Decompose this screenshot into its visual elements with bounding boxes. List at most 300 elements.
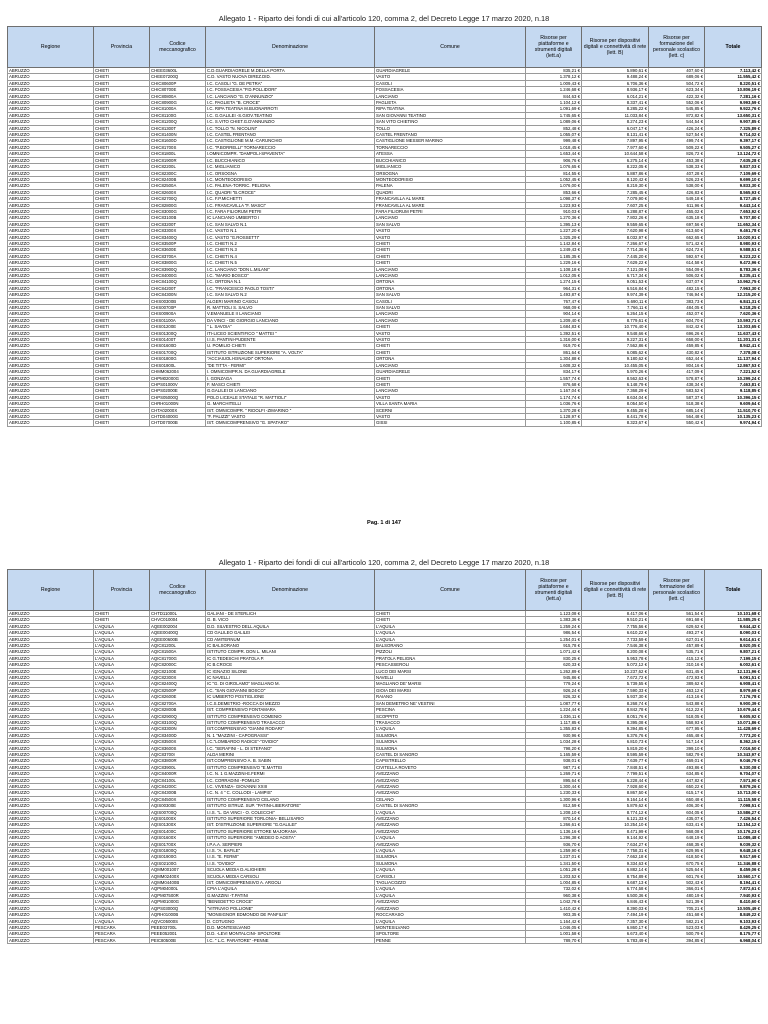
cell-risorse-lett-c: 538,00 € <box>649 183 705 189</box>
cell-regione: ABRUZZO <box>8 912 94 918</box>
cell-risorse-lett-b: 6.846,43 € <box>582 899 649 905</box>
cell-comune: SAN GIOVANNI TEATINO <box>375 112 526 118</box>
cell-risorse-lett-c: 538,33 € <box>649 164 705 170</box>
cell-totale: 7.113,42 € <box>705 68 762 74</box>
cell-codice-meccanografico: AQIC83500X <box>150 739 206 745</box>
cell-regione: ABRUZZO <box>8 848 94 854</box>
cell-denominazione: SCUOLA MEDIA D.ALIGHIERI <box>206 867 375 873</box>
cell-denominazione: ISTITUTO ISTRUZ. SUP. "PATINI-LIBERATORE" <box>206 803 375 809</box>
cell-denominazione: I.C. SAN SALVO N.2 <box>206 292 375 298</box>
cell-risorse-lett-b: 5.783,49 € <box>582 937 649 943</box>
cell-risorse-lett-c: 662,65 € <box>649 234 705 240</box>
cell-codice-meccanografico: AQVC05000S <box>150 918 206 924</box>
cell-totale: 6.968,04 € <box>705 937 762 943</box>
cell-totale: 9.614,61 € <box>705 636 762 642</box>
cell-denominazione: I.C. CORRADINI -POMILIO <box>206 777 375 783</box>
cell-provincia: L'AQUILA <box>94 726 150 732</box>
cell-risorse-lett-b: 6.085,62 € <box>582 349 649 355</box>
cell-risorse-lett-c: 499,74 € <box>649 138 705 144</box>
cell-denominazione: IST.COMPRENSIVO A. B. SABIN <box>206 758 375 764</box>
cell-codice-meccanografico: CHIC82200L <box>150 164 206 170</box>
cell-comune: SAN SALVO <box>375 292 526 298</box>
cell-denominazione: U. POMILIO CHIETI <box>206 343 375 349</box>
cell-regione: ABRUZZO <box>8 649 94 655</box>
cell-codice-meccanografico: CHIC82300C <box>150 170 206 176</box>
cell-comune: AVEZZANO <box>375 777 526 783</box>
cell-provincia: CHIETI <box>94 381 150 387</box>
cell-risorse-lett-a: 1.051,28 € <box>526 867 582 873</box>
column-header-provincia: Provincia <box>94 27 150 68</box>
cell-provincia: L'AQUILA <box>94 700 150 706</box>
cell-risorse-lett-a: 945,86 € <box>526 675 582 681</box>
cell-denominazione: I. GONZAGA <box>206 375 375 381</box>
cell-denominazione: IST. COMPRENSIVO FONTAMARA <box>206 707 375 713</box>
cell-regione: ABRUZZO <box>8 630 94 636</box>
cell-totale: 8.175,77 € <box>705 931 762 937</box>
column-header-totale: Totale <box>705 570 762 611</box>
cell-codice-meccanografico: CHTD11000L <box>150 611 206 617</box>
cell-codice-meccanografico: CHIC83000G <box>150 208 206 214</box>
cell-totale: 9.505,27 € <box>705 144 762 150</box>
cell-risorse-lett-a: 938,01 € <box>526 758 582 764</box>
cell-codice-meccanografico: CHIS00900A <box>150 311 206 317</box>
cell-provincia: L'AQUILA <box>94 854 150 860</box>
cell-regione: ABRUZZO <box>8 758 94 764</box>
cell-risorse-lett-a: 1.262,89 € <box>526 668 582 674</box>
cell-risorse-lett-c: 383,73 € <box>649 298 705 304</box>
cell-regione: ABRUZZO <box>8 144 94 150</box>
cell-risorse-lett-b: 6.228,44 € <box>582 777 649 783</box>
cell-risorse-lett-a: 1.136,16 € <box>526 828 582 834</box>
cell-risorse-lett-b: 7.714,36 € <box>582 247 649 253</box>
cell-risorse-lett-c: 637,07 € <box>649 279 705 285</box>
cell-provincia: L'AQUILA <box>94 668 150 674</box>
cell-comune: VASTO <box>375 234 526 240</box>
cell-codice-meccanografico: AQIC82300X <box>150 675 206 681</box>
cell-risorse-lett-b: 9.164,14 € <box>582 796 649 802</box>
cell-codice-meccanografico: CHIC81200Q <box>150 119 206 125</box>
cell-codice-meccanografico: CHIC81100G <box>150 112 206 118</box>
cell-regione: ABRUZZO <box>8 707 94 713</box>
cell-comune: L'AQUILA <box>375 918 526 924</box>
cell-codice-meccanografico: AQIC84300B <box>150 790 206 796</box>
cell-regione: ABRUZZO <box>8 655 94 661</box>
cell-risorse-lett-a: 1.123,08 € <box>526 611 582 617</box>
cell-risorse-lett-b: 6.673,40 € <box>582 931 649 937</box>
cell-risorse-lett-c: 472,93 € <box>649 675 705 681</box>
cell-codice-meccanografico: CHIC82500A <box>150 183 206 189</box>
cell-provincia: L'AQUILA <box>94 912 150 918</box>
cell-codice-meccanografico: CHTA02000X <box>150 407 206 413</box>
cell-risorse-lett-b: 6.706,36 € <box>582 80 649 86</box>
cell-codice-meccanografico: CHPS01000V <box>150 381 206 387</box>
cell-denominazione: D.D. SILVESTRO DELL AQUILA <box>206 623 375 629</box>
cell-provincia: CHIETI <box>94 189 150 195</box>
cell-risorse-lett-a: 1.259,24 € <box>526 623 582 629</box>
cell-provincia: L'AQUILA <box>94 867 150 873</box>
cell-totale: 7.378,08 € <box>705 349 762 355</box>
cell-totale: 9.103,93 € <box>705 918 762 924</box>
cell-codice-meccanografico: CHIC83100B <box>150 215 206 221</box>
cell-totale: 11.585,25 € <box>705 617 762 623</box>
cell-risorse-lett-a: 1.341,50 € <box>526 860 582 866</box>
cell-comune: CHIETI <box>375 343 526 349</box>
cell-risorse-lett-c: 658,00 € <box>649 337 705 343</box>
cell-risorse-lett-b: 7.590,33 € <box>582 687 649 693</box>
cell-risorse-lett-c: 422,32 € <box>649 93 705 99</box>
cell-risorse-lett-a: 1.259,90 € <box>526 848 582 854</box>
cell-totale: 6.841,31 € <box>705 298 762 304</box>
cell-risorse-lett-b: 8.200,08 € <box>582 649 649 655</box>
cell-risorse-lett-c: 435,07 € <box>649 816 705 822</box>
cell-comune: PIZZOLI <box>375 649 526 655</box>
cell-comune: L'AQUILA <box>375 886 526 892</box>
cell-totale: 9.648,16 € <box>705 848 762 854</box>
cell-provincia: PESCARA <box>94 931 150 937</box>
cell-risorse-lett-c: 484,05 € <box>649 305 705 311</box>
cell-risorse-lett-c: 804,16 € <box>649 362 705 368</box>
cell-risorse-lett-b: 10.644,58 € <box>582 151 649 157</box>
cell-codice-meccanografico: AQIC82800B <box>150 707 206 713</box>
cell-denominazione: IST. D'ISTRUZIONE SUPERIORE "G.GALILEI" <box>206 822 375 828</box>
cell-risorse-lett-c: 438,34 € <box>649 381 705 387</box>
cell-risorse-lett-c: 502,43 € <box>649 880 705 886</box>
cell-totale: 12.154,12 € <box>705 822 762 828</box>
cell-regione: ABRUZZO <box>8 285 94 291</box>
cell-denominazione: IST. OMNICOMPRENSIVO "G. SPATARO" <box>206 420 375 426</box>
cell-regione: ABRUZZO <box>8 751 94 757</box>
cell-risorse-lett-a: 789,70 € <box>526 937 582 943</box>
column-header-codice-meccanografico: Codice meccanografico <box>150 570 206 611</box>
cell-totale: 7.635,28 € <box>705 157 762 163</box>
cell-denominazione: I.C. LANCIANO "G. D'ANNUNZIO" <box>206 93 375 99</box>
cell-provincia: L'AQUILA <box>94 771 150 777</box>
cell-risorse-lett-c: 527,54 € <box>649 132 705 138</box>
column-header-provincia: Provincia <box>94 570 150 611</box>
cell-risorse-lett-c: 447,82 € <box>649 777 705 783</box>
cell-provincia: CHIETI <box>94 292 150 298</box>
cell-comune: CHIETI <box>375 611 526 617</box>
cell-regione: ABRUZZO <box>8 937 94 943</box>
cell-provincia: L'AQUILA <box>94 790 150 796</box>
cell-provincia: L'AQUILA <box>94 860 150 866</box>
cell-totale: 12.131,96 € <box>705 668 762 674</box>
cell-provincia: CHIETI <box>94 305 150 311</box>
cell-comune: TRASACCO <box>375 719 526 725</box>
cell-totale: 9.472,96 € <box>705 260 762 266</box>
cell-codice-meccanografico: CHTD07000B <box>150 420 206 426</box>
cell-risorse-lett-c: 426,24 € <box>649 125 705 131</box>
cell-denominazione: I.C. TOLLO "N. NICOLINI" <box>206 125 375 131</box>
cell-regione: ABRUZZO <box>8 324 94 330</box>
cell-risorse-lett-b: 8.219,30 € <box>582 183 649 189</box>
cell-totale: 11.115,58 € <box>705 796 762 802</box>
cell-comune: GIOIA DEI MARSI <box>375 687 526 693</box>
cell-regione: ABRUZZO <box>8 93 94 99</box>
cell-codice-meccanografico: CHIC81000A <box>150 106 206 112</box>
cell-provincia: CHIETI <box>94 369 150 375</box>
cell-provincia: L'AQUILA <box>94 687 150 693</box>
cell-provincia: L'AQUILA <box>94 777 150 783</box>
cell-provincia: CHIETI <box>94 138 150 144</box>
cell-risorse-lett-a: 834,17 € <box>526 369 582 375</box>
cell-comune: MAGLIANO DE' MARSI <box>375 681 526 687</box>
cell-comune: AVEZZANO <box>375 822 526 828</box>
cell-comune: L'AQUILA <box>375 867 526 873</box>
cell-risorse-lett-a: 1.004,85 € <box>526 880 582 886</box>
cell-provincia: L'AQUILA <box>94 918 150 924</box>
cell-totale: 10.679,44 € <box>705 707 762 713</box>
cell-regione: ABRUZZO <box>8 132 94 138</box>
cell-codice-meccanografico: CHIS01300Q <box>150 330 206 336</box>
cell-risorse-lett-c: 430,82 € <box>649 349 705 355</box>
allocation-table <box>7 26 762 427</box>
cell-risorse-lett-a: 852,48 € <box>526 125 582 131</box>
cell-provincia: CHIETI <box>94 343 150 349</box>
cell-risorse-lett-a: 1.076,00 € <box>526 183 582 189</box>
cell-regione: ABRUZZO <box>8 700 94 706</box>
cell-risorse-lett-a: 1.304,88 € <box>526 356 582 362</box>
cell-comune: L'AQUILA <box>375 892 526 898</box>
cell-regione: ABRUZZO <box>8 247 94 253</box>
cell-provincia: CHIETI <box>94 240 150 246</box>
cell-provincia: CHIETI <box>94 157 150 163</box>
cell-provincia: L'AQUILA <box>94 835 150 841</box>
cell-codice-meccanografico: AQIC82600E <box>150 694 206 700</box>
cell-denominazione: ISTITUTO COMPRENSIVO COMENIO <box>206 713 375 719</box>
cell-totale: 8.194,41 € <box>705 880 762 886</box>
cell-codice-meccanografico: AQIS01900G <box>150 854 206 860</box>
cell-totale: 9.091,51 € <box>705 675 762 681</box>
cell-risorse-lett-a: 1.098,37 € <box>526 196 582 202</box>
cell-comune: SAN DEMETRIO NE' VESTINI <box>375 700 526 706</box>
cell-comune: LANCIANO <box>375 273 526 279</box>
cell-denominazione: CPIA L'AQUILA <box>206 886 375 892</box>
cell-denominazione: SCUOLA MEDIA CARSOLI <box>206 873 375 879</box>
cell-codice-meccanografico: CHIC81300T <box>150 125 206 131</box>
cell-risorse-lett-a: 1.009,43 € <box>526 80 582 86</box>
cell-totale: 11.089,48 € <box>705 835 762 841</box>
cell-provincia: CHIETI <box>94 317 150 323</box>
cell-provincia: CHIETI <box>94 247 150 253</box>
cell-risorse-lett-a: 1.034,28 € <box>526 739 582 745</box>
cell-totale: 9.714,02 € <box>705 132 762 138</box>
cell-comune: ROCCARASO <box>375 912 526 918</box>
cell-codice-meccanografico: CHVC010004 <box>150 617 206 623</box>
cell-denominazione: IST. OMNICOMPRENSIVO A. ARGOLI <box>206 880 375 886</box>
cell-denominazione: IC UMBERTO POSTIGLIONE <box>206 694 375 700</box>
cell-codice-meccanografico: CHEE07200Q <box>150 74 206 80</box>
cell-totale: 10.560,17 € <box>705 873 762 879</box>
cell-risorse-lett-c: 453,38 € <box>649 157 705 163</box>
cell-risorse-lett-b: 8.417,06 € <box>582 611 649 617</box>
cell-totale: 8.565,93 € <box>705 189 762 195</box>
cell-risorse-lett-a: 964,31 € <box>526 285 582 291</box>
cell-risorse-lett-a: 732,02 € <box>526 886 582 892</box>
cell-risorse-lett-a: 930,96 € <box>526 732 582 738</box>
cell-totale: 7.571,90 € <box>705 777 762 783</box>
cell-provincia: L'AQUILA <box>94 751 150 757</box>
cell-denominazione: ALGERI MARINO CASOLI <box>206 298 375 304</box>
cell-regione: ABRUZZO <box>8 125 94 131</box>
cell-risorse-lett-a: 1.036,76 € <box>526 401 582 407</box>
cell-denominazione: I.C."LOMBARDO RADICE"-"OVIDIO" <box>206 739 375 745</box>
cell-regione: ABRUZZO <box>8 860 94 866</box>
cell-totale: 8.979,69 € <box>705 687 762 693</box>
cell-risorse-lett-b: 6.610,22 € <box>582 630 649 636</box>
cell-provincia: CHIETI <box>94 273 150 279</box>
cell-risorse-lett-a: 1.089,06 € <box>526 119 582 125</box>
cell-provincia: L'AQUILA <box>94 694 150 700</box>
cell-denominazione: I.C. MIGLIANICO <box>206 164 375 170</box>
cell-provincia: CHIETI <box>94 356 150 362</box>
cell-denominazione: F. MASCI CHIETI <box>206 381 375 387</box>
cell-comune: CHIETI <box>375 349 526 355</box>
cell-risorse-lett-a: 1.036,11 € <box>526 713 582 719</box>
cell-denominazione: IC BALSORANO <box>206 643 375 649</box>
cell-codice-meccanografico: CHIC83200T <box>150 221 206 227</box>
cell-codice-meccanografico: AQIC83700I <box>150 751 206 757</box>
cell-provincia: L'AQUILA <box>94 803 150 809</box>
cell-risorse-lett-b: 6.882,14 € <box>582 867 649 873</box>
cell-risorse-lett-a: 779,24 € <box>526 681 582 687</box>
cell-denominazione: D.D. MONTESILVANO <box>206 924 375 930</box>
cell-codice-meccanografico: AQMM02400X <box>150 873 206 879</box>
cell-comune: L'AQUILA <box>375 726 526 732</box>
cell-provincia: L'AQUILA <box>94 892 150 898</box>
cell-regione: ABRUZZO <box>8 668 94 674</box>
cell-regione: ABRUZZO <box>8 803 94 809</box>
cell-risorse-lett-b: 5.953,78 € <box>582 655 649 661</box>
cell-codice-meccanografico: CHIC80600P <box>150 80 206 86</box>
cell-provincia: CHIETI <box>94 196 150 202</box>
cell-risorse-lett-c: 389,62 € <box>649 681 705 687</box>
cell-comune: SULMONA <box>375 860 526 866</box>
cell-denominazione: " L. SAVOIA" <box>206 324 375 330</box>
cell-risorse-lett-a: 1.269,71 € <box>526 771 582 777</box>
cell-regione: ABRUZZO <box>8 745 94 751</box>
cell-regione: ABRUZZO <box>8 234 94 240</box>
cell-totale: 9.704,07 € <box>705 771 762 777</box>
cell-risorse-lett-a: 968,09 € <box>526 305 582 311</box>
cell-totale: 11.137,94 € <box>705 356 762 362</box>
cell-risorse-lett-b: 7.758,31 € <box>582 848 649 854</box>
cell-codice-meccanografico: CHIC84300N <box>150 292 206 298</box>
cell-risorse-lett-c: 415,12 € <box>649 655 705 661</box>
cell-risorse-lett-a: 1.493,87 € <box>526 292 582 298</box>
cell-totale: 9.517,69 € <box>705 854 762 860</box>
cell-regione: ABRUZZO <box>8 221 94 227</box>
cell-totale: 8.090,03 € <box>705 630 762 636</box>
cell-risorse-lett-b: 5.970,26 € <box>582 369 649 375</box>
cell-codice-meccanografico: AQIC83300N <box>150 726 206 732</box>
cell-provincia: CHIETI <box>94 164 150 170</box>
cell-regione: ABRUZZO <box>8 74 94 80</box>
cell-comune: NAVELLI <box>375 675 526 681</box>
cell-risorse-lett-a: 1.128,97 € <box>526 413 582 419</box>
cell-comune: VASTO <box>375 337 526 343</box>
cell-provincia: CHIETI <box>94 74 150 80</box>
cell-comune: MIGLIANICO <box>375 164 526 170</box>
cell-provincia: L'AQUILA <box>94 899 150 905</box>
cell-regione: ABRUZZO <box>8 732 94 738</box>
cell-regione: ABRUZZO <box>8 292 94 298</box>
cell-comune: ORTONA <box>375 356 526 362</box>
cell-denominazione: C.D.GUARDIAGRELE M.DELLA PORTA <box>206 68 375 74</box>
cell-risorse-lett-c: 493,27 € <box>649 630 705 636</box>
cell-denominazione: "DE TITTA - FERMI" <box>206 362 375 368</box>
cell-provincia: CHIETI <box>94 260 150 266</box>
cell-risorse-lett-b: 7.629,22 € <box>582 260 649 266</box>
cell-totale: 9.223,22 € <box>705 253 762 259</box>
cell-risorse-lett-a: 1.018,45 € <box>526 144 582 150</box>
cell-regione: ABRUZZO <box>8 240 94 246</box>
cell-comune: ORTONA <box>375 285 526 291</box>
cell-risorse-lett-a: 1.167,04 € <box>526 388 582 394</box>
cell-denominazione: I.C. "SERAFINI - L. DI STEFANO" <box>206 745 375 751</box>
cell-risorse-lett-b: 9.334,63 € <box>582 860 649 866</box>
cell-risorse-lett-b: 8.222,05 € <box>582 164 649 170</box>
cell-risorse-lett-c: 635,18 € <box>649 215 705 221</box>
cell-risorse-lett-a: 1.042,78 € <box>526 899 582 905</box>
cell-comune: VASTO <box>375 74 526 80</box>
cell-denominazione: I.C. CASTEL FRENTANO <box>206 132 375 138</box>
cell-totale: 10.135,23 € <box>705 413 762 419</box>
cell-risorse-lett-a: 1.203,52 € <box>526 873 582 879</box>
cell-provincia: CHIETI <box>94 611 150 617</box>
cell-denominazione: "F. PALIZZI" VASTO <box>206 413 375 419</box>
cell-risorse-lett-a: 1.055,07 € <box>526 132 582 138</box>
cell-comune: FARA FILIORUM PETRI <box>375 208 526 214</box>
cell-comune: CASTEL FRENTANO <box>375 132 526 138</box>
cell-codice-meccanografico: CHIC83600E <box>150 247 206 253</box>
document-title: Allegato 1 - Riparto dei fondi di cui all'articolo 120, comma 2, del Decreto Legge 17 marzo 2020, n.18 <box>218 558 550 567</box>
cell-risorse-lett-a: 1.300,96 € <box>526 796 582 802</box>
cell-codice-meccanografico: CHIC82600X <box>150 189 206 195</box>
cell-risorse-lett-c: 451,68 € <box>649 912 705 918</box>
cell-risorse-lett-b: 7.802,26 € <box>582 215 649 221</box>
cell-risorse-lett-b: 8.323,67 € <box>582 420 649 426</box>
cell-totale: 11.652,34 € <box>705 221 762 227</box>
cell-regione: ABRUZZO <box>8 694 94 700</box>
cell-regione: ABRUZZO <box>8 771 94 777</box>
cell-comune: BUCCHIANICO <box>375 157 526 163</box>
cell-comune: ORSOGNA <box>375 170 526 176</box>
cell-totale: 8.942,41 € <box>705 343 762 349</box>
cell-denominazione: I.C. N. 1 G.MAZZINI-E.FERMI <box>206 771 375 777</box>
cell-comune: GUARDIAGRELE <box>375 369 526 375</box>
cell-regione: ABRUZZO <box>8 330 94 336</box>
cell-comune: AVEZZANO <box>375 899 526 905</box>
cell-codice-meccanografico: AQIC83400D <box>150 732 206 738</box>
cell-risorse-lett-b: 8.562,63 € <box>582 375 649 381</box>
cell-totale: 10.020,91 € <box>705 234 762 240</box>
cell-codice-meccanografico: CHTD04000G <box>150 413 206 419</box>
cell-risorse-lett-b: 5.879,62 € <box>582 803 649 809</box>
cell-totale: 8.727,45 € <box>705 196 762 202</box>
cell-regione: ABRUZZO <box>8 719 94 725</box>
header-row <box>8 570 762 611</box>
cell-risorse-lett-a: 1.104,12 € <box>526 100 582 106</box>
cell-provincia: CHIETI <box>94 375 150 381</box>
cell-risorse-lett-b: 9.510,21 € <box>582 617 649 623</box>
cell-regione: ABRUZZO <box>8 176 94 182</box>
cell-provincia: L'AQUILA <box>94 649 150 655</box>
column-header-codice-meccanografico: Codice meccanografico <box>150 27 206 68</box>
cell-totale: 9.644,42 € <box>705 623 762 629</box>
cell-denominazione: I.C. LANCIANO "DON L.MILANI" <box>206 266 375 272</box>
cell-risorse-lett-b: 9.559,65 € <box>582 221 649 227</box>
